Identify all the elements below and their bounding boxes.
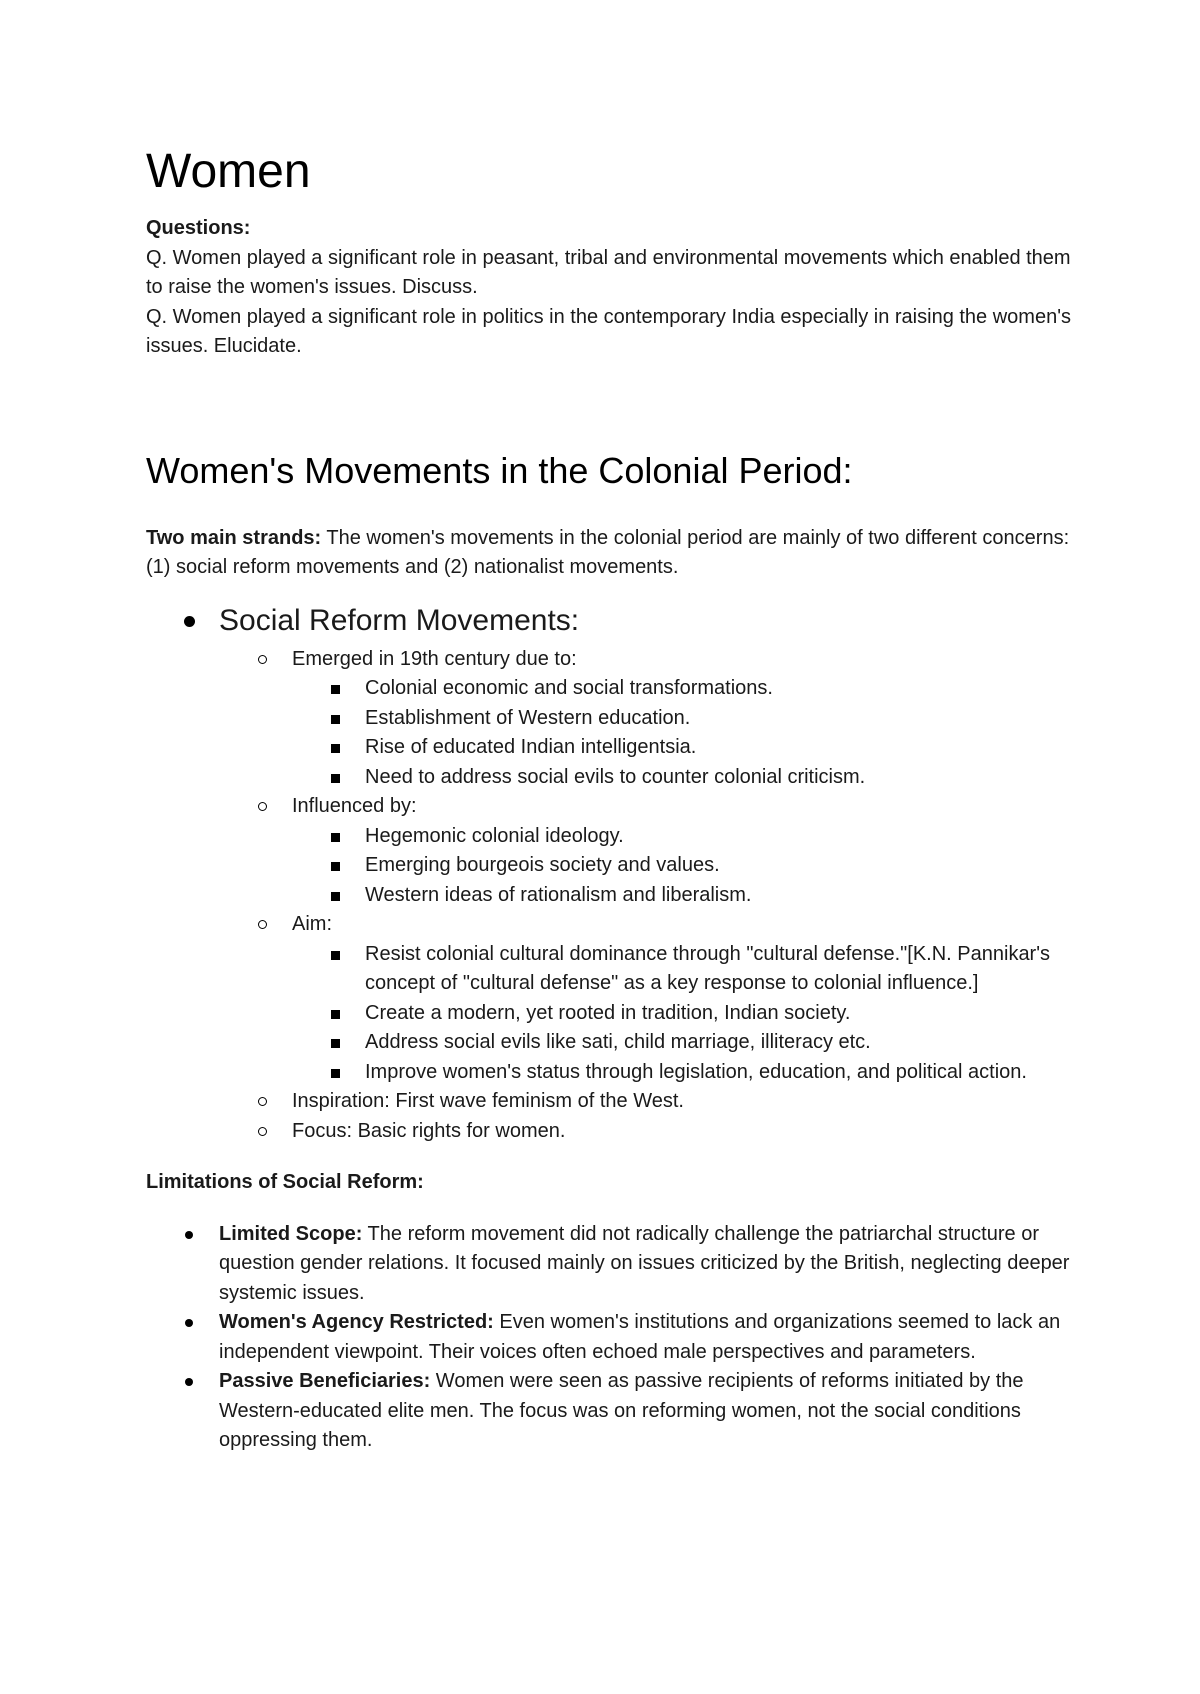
reform-subitem bbox=[146, 1117, 1080, 1147]
reform-detail-item bbox=[146, 851, 1080, 881]
reform-detail-item bbox=[146, 999, 1080, 1029]
reform-detail-item bbox=[146, 674, 1080, 704]
reform-detail-item bbox=[146, 940, 1080, 999]
circle-bullet-icon bbox=[258, 1127, 267, 1136]
reform-detail-text: Improve women's status through legislation, education, and political action. bbox=[365, 1060, 1027, 1083]
square-bullet-icon bbox=[331, 892, 340, 901]
reform-detail-text: Establishment of Western education. bbox=[365, 706, 691, 729]
disc-bullet-icon bbox=[184, 616, 195, 627]
strands-paragraph bbox=[146, 524, 1080, 583]
circle-bullet-icon bbox=[258, 1097, 267, 1106]
reform-subitem bbox=[146, 792, 1080, 822]
limitation-item bbox=[146, 1220, 1080, 1309]
dot-bullet-icon bbox=[185, 1231, 193, 1239]
reform-detail-item bbox=[146, 763, 1080, 793]
questions-heading: Questions: bbox=[146, 217, 251, 239]
limitation-text: Women were seen as passive recipients of reforms initiated by the Western-educated elite men. The focus was on reforming women, not the social conditions oppressing them. bbox=[219, 1370, 1024, 1451]
reform-subitem-text: Aim: bbox=[292, 913, 332, 935]
strands-text: The women's movements in the colonial period are mainly of two different concerns: (1) social reform movements and (2) nationalist movements. bbox=[146, 526, 1070, 578]
question-2: Q. Women played a significant role in politics in the contemporary India especially in raising the women's issues. Elucidate. bbox=[146, 305, 1072, 357]
reform-detail-text: Emerging bourgeois society and values. bbox=[365, 854, 720, 876]
limitation-text: The reform movement did not radically challenge the patriarchal structure or question gender relations. It focused mainly on issues criticized by the British, neglecting deeper systemic issues. bbox=[219, 1222, 1070, 1304]
reform-detail-text: Hegemonic colonial ideology. bbox=[365, 824, 624, 847]
square-bullet-icon bbox=[331, 1010, 340, 1019]
question-1: Q. Women played a significant role in peasant, tribal and environmental movements which enabled them to raise the women's issues. Discuss. bbox=[146, 246, 1071, 298]
reform-subitem-text: Focus: Basic rights for women. bbox=[292, 1119, 566, 1142]
limitation-text: Even women's institutions and organizations seemed to lack an independent viewpoint. Their voices often echoed male perspectives and parameters. bbox=[219, 1311, 1061, 1363]
reform-detail-item bbox=[146, 822, 1080, 852]
reform-detail-item bbox=[146, 733, 1080, 763]
reform-detail-text: Western ideas of rationalism and liberalism. bbox=[365, 883, 752, 906]
square-bullet-icon bbox=[331, 951, 340, 960]
reform-subitem bbox=[146, 645, 1080, 675]
questions-block bbox=[146, 214, 1080, 362]
reform-subitem-text: Inspiration: First wave feminism of the West. bbox=[292, 1090, 684, 1112]
strands-label: Two main strands: bbox=[146, 526, 322, 549]
reform-detail-text: Resist colonial cultural dominance through "cultural defense."[K.N. Pannikar's concept of "cultural defense" as a key response to colonial influence.] bbox=[365, 942, 1051, 994]
reform-detail-text: Create a modern, yet rooted in tradition, Indian society. bbox=[365, 1001, 851, 1024]
reform-detail-item bbox=[146, 881, 1080, 911]
reform-detail-item bbox=[146, 1028, 1080, 1058]
limitation-item bbox=[146, 1308, 1080, 1367]
section-heading: Women's Movements in the Colonial Period: bbox=[146, 449, 853, 491]
square-bullet-icon bbox=[331, 833, 340, 842]
circle-bullet-icon bbox=[258, 920, 267, 929]
circle-bullet-icon bbox=[258, 655, 267, 664]
square-bullet-icon bbox=[331, 774, 340, 783]
square-bullet-icon bbox=[331, 1039, 340, 1048]
reform-subitem-text: Influenced by: bbox=[292, 795, 417, 817]
limitations-heading: Limitations of Social Reform: bbox=[146, 1171, 424, 1193]
reform-detail-text: Colonial economic and social transformations. bbox=[365, 677, 773, 699]
square-bullet-icon bbox=[331, 862, 340, 871]
square-bullet-icon bbox=[331, 715, 340, 724]
limitation-item bbox=[146, 1367, 1080, 1456]
dot-bullet-icon bbox=[185, 1378, 193, 1386]
social-reform-list bbox=[146, 645, 1080, 1147]
reform-detail-text: Rise of educated Indian intelligentsia. bbox=[365, 736, 697, 758]
limitation-label: Limited Scope: bbox=[219, 1222, 363, 1245]
square-bullet-icon bbox=[331, 744, 340, 753]
dot-bullet-icon bbox=[185, 1319, 193, 1327]
reform-detail-item bbox=[146, 1058, 1080, 1088]
reform-detail-text: Need to address social evils to counter colonial criticism. bbox=[365, 765, 866, 788]
square-bullet-icon bbox=[331, 685, 340, 694]
reform-subitem bbox=[146, 910, 1080, 940]
limitation-label: Women's Agency Restricted: bbox=[219, 1311, 494, 1333]
limitation-label: Passive Beneficiaries: bbox=[219, 1370, 431, 1392]
reform-detail-text: Address social evils like sati, child marriage, illiteracy etc. bbox=[365, 1031, 871, 1053]
reform-subitem bbox=[146, 1087, 1080, 1117]
reform-subitem-text: Emerged in 19th century due to: bbox=[292, 647, 577, 670]
social-reform-heading-text: Social Reform Movements: bbox=[219, 603, 580, 637]
page-title: Women bbox=[146, 145, 311, 198]
reform-detail-item bbox=[146, 704, 1080, 734]
social-reform-heading bbox=[146, 601, 1080, 641]
limitations-list bbox=[146, 1220, 1080, 1456]
square-bullet-icon bbox=[331, 1069, 340, 1078]
circle-bullet-icon bbox=[258, 802, 267, 811]
